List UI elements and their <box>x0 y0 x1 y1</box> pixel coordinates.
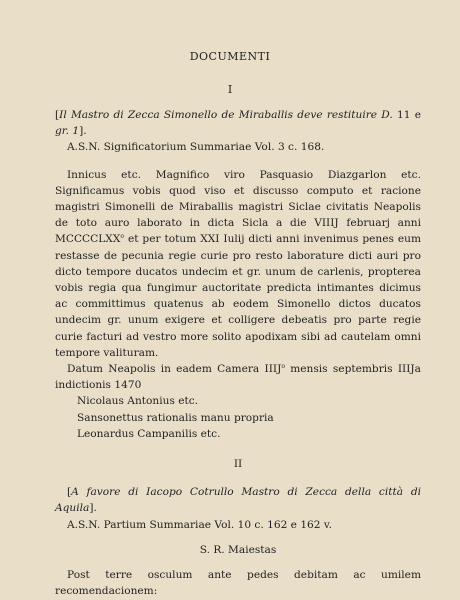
signature-line: Leonardus Campanilis etc. <box>77 427 221 440</box>
section-1-heading-mid: 11 e <box>392 109 421 121</box>
section-2-heading <box>55 484 421 516</box>
signature-line: Sansonettus rationalis manu propria <box>77 411 274 424</box>
section-1-source: A.S.N. Significatorium Summariae Vol. 3 c. 168. <box>67 141 325 154</box>
section-2-salutation: S. R. Maiestas <box>199 543 277 556</box>
section-1-datum-part1: Datum Neapolis in eadem Camera IIIJ <box>67 363 282 376</box>
section-1-heading <box>55 107 421 139</box>
superscript-o-2: o <box>281 363 285 371</box>
bracket-open: [ <box>67 486 72 499</box>
superscript-o: o <box>120 233 125 241</box>
section-1-text-part1: Innicus etc. Magnifico viro Pasquasio Diazgarlon etc. Significamus vobis quod viso et discusso computo et racione magistri Simonelli de Miraballis magistri Siclae civitatis Neapolis de toto auro laborato in dicta Sicla a die VIIIJ februarj anni MCCCCLXX <box>55 168 421 246</box>
document-body <box>55 107 421 599</box>
bracket-open: [ <box>55 109 60 121</box>
signature-line: Nicolaus Antonius etc. <box>77 395 199 408</box>
section-2-numeral: II <box>233 458 243 471</box>
section-1-datum <box>55 361 421 393</box>
section-2-source: A.S.N. Partium Summariae Vol. 10 c. 162 e 162 v. <box>67 518 332 531</box>
bracket-close: ]. <box>89 502 97 515</box>
section-1-numeral: I <box>227 83 233 96</box>
section-1-text <box>55 167 421 361</box>
bracket-close: ]. <box>79 125 87 138</box>
document-title: DOCUMENTI <box>189 50 271 63</box>
section-2-heading-italic: A favore di Iacopo Cotrullo Mastro di Zecca della città di Aquila <box>55 486 421 515</box>
section-1-heading-italic-2: gr. 1 <box>55 125 80 138</box>
section-1-heading-italic: Il Mastro di Zecca Simonello de Miraballis deve restituire D. <box>59 109 393 121</box>
section-2-text: Post terre osculum ante pedes debitam ac umilem recomendacionem: <box>55 569 421 598</box>
section-1-text-part2: et per totum XXI Iulij dicti anni invenimus penes eum restasse de pecunia regie curie pro resto laborature dicti auri pro dicto tempore ducatos undecim et gr. unum de carlenis, propterea vobis regia qua fungimur auctoritate predicta intimantes dicimus ac committimus quatenus ab eodem Simonello dictos ducatos undecim gr. unum exigere et colligere debeatis pro parte regie curie facturi ad vestro more solito apodixam sibi ad cautelam omni tempore valituram. <box>55 233 421 359</box>
section-1-datum-part2: mensis septembris IIIJa indictionis 1470 <box>55 363 421 392</box>
